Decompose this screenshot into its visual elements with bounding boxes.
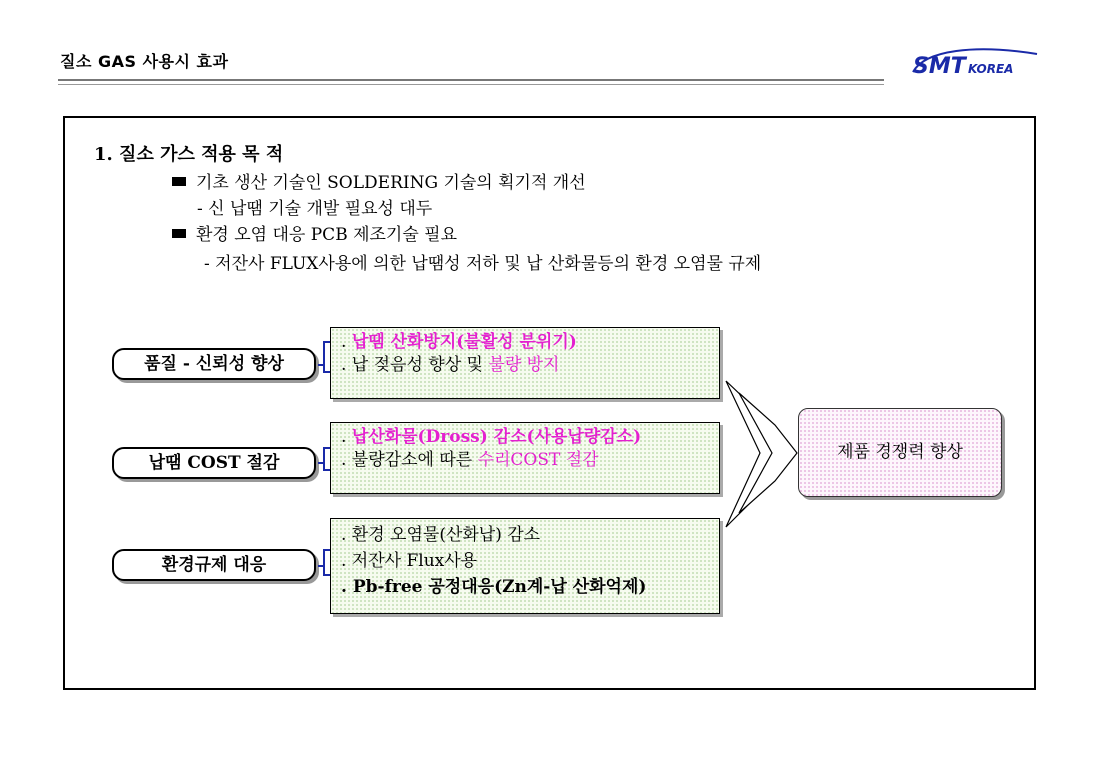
bullet-item: 기초 생산 기술인 SOLDERING 기술의 획기적 개선 xyxy=(172,168,586,193)
effect-line: . 납산화물(Dross) 감소(사용납량감소) xyxy=(341,427,642,447)
category-quality: 품질 - 신뢰성 향상 xyxy=(112,348,316,380)
effect-line: . 불량감소에 따른 수리COST 절감 xyxy=(341,450,599,470)
section-title: 1. 질소 가스 적용 목 적 xyxy=(94,144,284,165)
effect-line: . 저잔사 Flux사용 xyxy=(341,551,478,571)
bracket-quality xyxy=(318,342,330,372)
sub-item: - 신 납땜 기술 개발 필요성 대두 xyxy=(197,199,433,219)
bracket-cost xyxy=(318,448,330,470)
page-title: 질소 GAS 사용시 효과 xyxy=(60,52,229,71)
bracket-environment xyxy=(318,550,330,575)
category-cost: 납땜 COST 절감 xyxy=(112,447,316,479)
effect-line: . 납 젖음성 향상 및 불량 방지 xyxy=(341,355,560,375)
result-box: 제품 경쟁력 향상 xyxy=(798,408,1002,497)
effect-line: . Pb-free 공정대응(Zn계-납 산화억제) xyxy=(341,577,647,597)
sub-item: - 저잔사 FLUX사용에 의한 납땜성 저하 및 납 산화물등의 환경 오염물 규제 xyxy=(204,254,762,274)
svg-text:KOREA: KOREA xyxy=(968,62,1014,76)
bullet-item: 환경 오염 대응 PCB 제조기술 필요 xyxy=(172,220,457,245)
category-environment: 환경규제 대응 xyxy=(112,549,316,581)
effect-line: . 납땜 산화방지(불활성 분위기) xyxy=(341,332,577,352)
effect-line: . 환경 오염물(산화납) 감소 xyxy=(341,525,541,545)
svg-text:SMT: SMT xyxy=(913,54,966,78)
